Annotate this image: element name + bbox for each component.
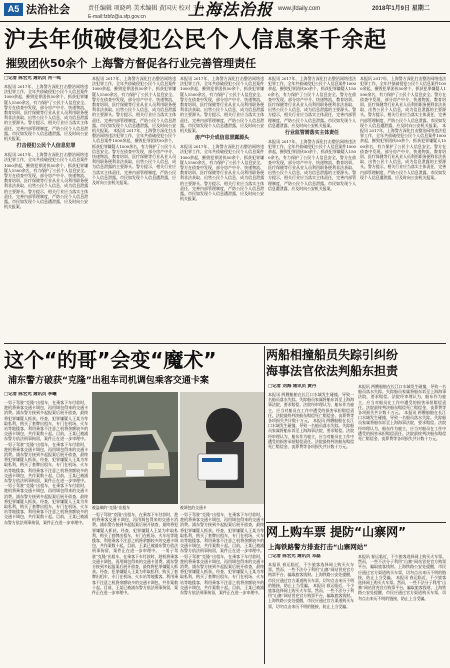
shopping-column-1: □记者 陈宏光 通讯员 邓磊 本报讯 春运临近，不少旅客选择网上购买火车票。然而，一些不法分子利用“山寨”网站冒充官方购票平台，骗取旅客钱财。上海铁路公安处提醒，市民应通过官方渠道购买车票，切勿点击来历不明的链接，防止上当受骗。 本报讯 春运临近，不少旅客选择网上购买火车票。然而，一些不法分子利用“山寨”网站冒充官方购票平台，骗取旅客钱财。上海铁路公安处提醒，市民应通过官方渠道购买车票，切勿点击来历不明的链接，防止上当受骗。	[268, 554, 354, 609]
taxi-headline: 这个“的哥”会变“魔术”	[4, 348, 217, 372]
taxi-photo-caption: 被盗刷的“克隆”出租车	[92, 505, 131, 510]
email[interactable]: E-mail:fzbfz@a.sfp.gov.cn	[88, 14, 146, 20]
issue-date: 2018年1月9日 星期二	[372, 6, 430, 12]
lead-column-4: 本报讯 2017年，上海警方深化打击整治网络违法犯罪工作，全年共侦破侵犯公民个人信息案件1000余起，摧毁犯罪团伙50余个，抓获犯罪嫌疑人1500余名，有力保护了公民个人信息安全。警方在侦查中发现，部分房产中介、快递物流、教育培训、医疗保健等行业从业人员利用职务便利非法获取、出售公民个人信息，成为信息泄露的主要源头。警方提示，相关行业应当落实主体责任，完善内部管理制度，严防公民个人信息泄露。市民如发现个人信息遭泄露，应及时向公安机关报案。 行业监管需落实主体责任 本报讯 2017年，上海警方深化打击整治网络违法犯罪工作，全年共侦破侵犯公民个人信息案件1000余起，摧毁犯罪团伙50余个，抓获犯罪嫌疑人1500余名，有力保护了公民个人信息安全。警方在侦查中发现，部分房产中介、快递物流、教育培训、医疗保健等行业从业人员利用职务便利非法获取、出售公民个人信息，成为信息泄露的主要源头。警方提示，相关行业应当落实主体责任，完善内部管理制度，严防公民个人信息泄露。市民如发现个人信息遭泄露，应及时向公安机关报案。	[268, 76, 356, 191]
ship-column-2: 本报讯 两艘船舶在长江口水域发生碰撞，导致一名船员落水失踪。失踪船员家属将船东诉至上海海事法院，要求赔偿。法院经审理认为，船东作为雇主，应当对船员在工作中遭受的损害承担赔偿责任。法院最终判决船东赔偿死亡赔偿金、丧葬费等各项损失共计数十万元。 本报讯 两艘船舶在长江口水域发生碰撞，导致一名船员落水失踪。失踪船员家属将船东诉至上海海事法院，要求赔偿。法院经审理认为，船东作为雇主，应当对船员在工作中遭受的损害承担赔偿责任。法院最终判决船东赔偿死亡赔偿金、丧葬费等各项损失共计数十万元。	[358, 384, 446, 442]
page-header	[0, 0, 450, 22]
ship-column-1: □记者 刘海 通讯员 黄丹 本报讯 两艘船舶在长江口水域发生碰撞，导致一名船员落水失踪。失踪船员家属将船东诉至上海海事法院，要求赔偿。法院经审理认为，船东作为雇主，应当对船员在工作中遭受的损害承担赔偿责任。法院最终判决船东赔偿死亡赔偿金、丧葬费等各项损失共计数十万元。 本报讯 两艘船舶在长江口水域发生碰撞，导致一名船员落水失踪。失踪船员家属将船东诉至上海海事法院，要求赔偿。法院经审理认为，船东作为雇主，应当对船员在工作中遭受的损害承担赔偿责任。法院最终判决船东赔偿死亡赔偿金、丧葬费等各项损失共计数十万元。	[268, 384, 354, 450]
section-title: 法治社会	[26, 3, 70, 16]
lead-subhead-1: 打击侵犯公民个人信息犯罪	[16, 143, 76, 150]
taxi-subheadline: 浦东警方破获“克隆”出租车司机调包乘客交通卡案	[8, 376, 209, 386]
lead-subheadline: 摧毁团伙50余个 上海警方督促各行业完善管理责任	[6, 57, 257, 70]
lead-byline: □记者 陈宏光 通讯员 肖一鸣	[4, 76, 61, 81]
taxi-photo	[92, 392, 178, 504]
lead-column-1: □记者 陈宏光 通讯员 肖一鸣 本报讯 2017年，上海警方深化打击整治网络违法犯罪工作，全年共侦破侵犯公民个人信息案件1000余起，摧毁犯罪团伙50余个，抓获犯罪嫌疑人1500余名，有力保护了公民个人信息安全。警方在侦查中发现，部分房产中介、快递物流、教育培训、医疗保健等行业从业人员利用职务便利非法获取、出售公民个人信息，成为信息泄露的主要源头。警方提示，相关行业应当落实主体责任，完善内部管理制度，严防公民个人信息泄露。市民如发现个人信息遭泄露，应及时向公安机关报案。 打击侵犯公民个人信息犯罪 本报讯 2017年，上海警方深化打击整治网络违法犯罪工作，全年共侦破侵犯公民个人信息案件1000余起，摧毁犯罪团伙50余个，抓获犯罪嫌疑人1500余名，有力保护了公民个人信息安全。警方在侦查中发现，部分房产中介、快递物流、教育培训、医疗保健等行业从业人员利用职务便利非法获取、出售公民个人信息，成为信息泄露的主要源头。警方提示，相关行业应当落实主体责任，完善内部管理制度，严防公民个人信息泄露。市民如发现个人信息遭泄露，应及时向公安机关报案。	[4, 76, 88, 210]
card-photo-caption: 被调包的交通卡	[180, 505, 207, 510]
lead-subhead-3: 行业监管需落实主体责任	[285, 130, 339, 137]
lead-subhead-2: 房产中介成信息泄露源头	[195, 135, 249, 142]
shopping-headline: 网上购车票 提防“山寨网”	[266, 525, 406, 539]
lead-column-3: 本报讯 2017年，上海警方深化打击整治网络违法犯罪工作，全年共侦破侵犯公民个人信息案件1000余起，摧毁犯罪团伙50余个，抓获犯罪嫌疑人1500余名，有力保护了公民个人信息安全。警方在侦查中发现，部分房产中介、快递物流、教育培训、医疗保健等行业从业人员利用职务便利非法获取、出售公民个人信息，成为信息泄露的主要源头。警方提示，相关行业应当落实主体责任，完善内部管理制度，严防公民个人信息泄露。市民如发现个人信息遭泄露，应及时向公安机关报案。 房产中介成信息泄露源头 本报讯 2017年，上海警方深化打击整治网络违法犯罪工作，全年共侦破侵犯公民个人信息案件1000余起，摧毁犯罪团伙50余个，抓获犯罪嫌疑人1500余名，有力保护了公民个人信息安全。警方在侦查中发现，部分房产中介、快递物流、教育培训、医疗保健等行业从业人员利用职务便利非法获取、出售公民个人信息，成为信息泄露的主要源头。警方提示，相关行业应当落实主体责任，完善内部管理制度，严防公民个人信息泄露。市民如发现个人信息遭泄露，应及时向公安机关报案。	[180, 76, 264, 202]
ship-byline: □记者 刘海 通讯员 黄丹	[268, 384, 317, 389]
page-number: A5	[4, 3, 23, 16]
shopping-byline: □记者 陈宏光 通讯员 邓磊	[268, 554, 321, 559]
taxi-column-1: □记者 陈宏光 通讯员 李曦 一男子驾驶“克隆”出租车，在乘客下车付款时，趁机将乘客交通卡调包，再用调包得来的交通卡消费。浦东警方接到多起报案后展开侦查，最终将犯罪嫌疑人抓获。经查，犯罪嫌疑人王某为牟取私利，购买了套牌出租车，专门在机场、火车站等地揽客，利用乘客不注意之机将余额较多的交通卡调包，共作案数十起。目前，王某已被浦东警方依法刑事拘留，案件正在进一步审理中。 一男子驾驶“克隆”出租车，在乘客下车付款时，趁机将乘客交通卡调包，再用调包得来的交通卡消费。浦东警方接到多起报案后展开侦查，最终将犯罪嫌疑人抓获。经查，犯罪嫌疑人王某为牟取私利，购买了套牌出租车，专门在机场、火车站等地揽客，利用乘客不注意之机将余额较多的交通卡调包，共作案数十起。目前，王某已被浦东警方依法刑事拘留，案件正在进一步审理中。 一男子驾驶“克隆”出租车，在乘客下车付款时，趁机将乘客交通卡调包，再用调包得来的交通卡消费。浦东警方接到多起报案后展开侦查，最终将犯罪嫌疑人抓获。经查，犯罪嫌疑人王某为牟取私利，购买了套牌出租车，专门在机场、火车站等地揽客，利用乘客不注意之机将余额较多的交通卡调包，共作案数十起。目前，王某已被浦东警方依法刑事拘留，案件正在进一步审理中。	[4, 392, 88, 525]
ship-headline-2: 海事法官依法判船东担责	[266, 364, 399, 378]
lead-column-5: 本报讯 2017年，上海警方深化打击整治网络违法犯罪工作，全年共侦破侵犯公民个人信息案件1000余起，摧毁犯罪团伙50余个，抓获犯罪嫌疑人1500余名，有力保护了公民个人信息安全。警方在侦查中发现，部分房产中介、快递物流、教育培训、医疗保健等行业从业人员利用职务便利非法获取、出售公民个人信息，成为信息泄露的主要源头。警方提示，相关行业应当落实主体责任，完善内部管理制度，严防公民个人信息泄露。市民如发现个人信息遭泄露，应及时向公安机关报案。 本报讯 2017年，上海警方深化打击整治网络违法犯罪工作，全年共侦破侵犯公民个人信息案件1000余起，摧毁犯罪团伙50余个，抓获犯罪嫌疑人1500余名，有力保护了公民个人信息安全。警方在侦查中发现，部分房产中介、快递物流、教育培训、医疗保健等行业从业人员利用职务便利非法获取、出售公民个人信息，成为信息泄露的主要源头。警方提示，相关行业应当落实主体责任，完善内部管理制度，严防公民个人信息泄露。市民如发现个人信息遭泄露，应及时向公安机关报案。	[360, 76, 446, 180]
website[interactable]: www.jfdaily.com	[278, 6, 321, 12]
ship-headline: 两船相撞船员失踪引纠纷	[266, 348, 399, 362]
editor-info: 责任编辑 项晓鸣 美术编辑 黄国庆 校对 王月	[88, 6, 205, 12]
lead-column-2: 本报讯 2017年，上海警方深化打击整治网络违法犯罪工作，全年共侦破侵犯公民个人信息案件1000余起，摧毁犯罪团伙50余个，抓获犯罪嫌疑人1500余名，有力保护了公民个人信息安全。警方在侦查中发现，部分房产中介、快递物流、教育培训、医疗保健等行业从业人员利用职务便利非法获取、出售公民个人信息，成为信息泄露的主要源头。警方提示，相关行业应当落实主体责任，完善内部管理制度，严防公民个人信息泄露。市民如发现个人信息遭泄露，应及时向公安机关报案。 本报讯 2017年，上海警方深化打击整治网络违法犯罪工作，全年共侦破侵犯公民个人信息案件1000余起，摧毁犯罪团伙50余个，抓获犯罪嫌疑人1500余名，有力保护了公民个人信息安全。警方在侦查中发现，部分房产中介、快递物流、教育培训、医疗保健等行业从业人员利用职务便利非法获取、出售公民个人信息，成为信息泄露的主要源头。警方提示，相关行业应当落实主体责任，完善内部管理制度，严防公民个人信息泄露。市民如发现个人信息遭泄露，应及时向公安机关报案。	[92, 76, 176, 186]
taxi-column-2: 一男子驾驶“克隆”出租车，在乘客下车付款时，趁机将乘客交通卡调包，再用调包得来的交通卡消费。浦东警方接到多起报案后展开侦查，最终将犯罪嫌疑人抓获。经查，犯罪嫌疑人王某为牟取私利，购买了套牌出租车，专门在机场、火车站等地揽客，利用乘客不注意之机将余额较多的交通卡调包，共作案数十起。目前，王某已被浦东警方依法刑事拘留，案件正在进一步审理中。 一男子驾驶“克隆”出租车，在乘客下车付款时，趁机将乘客交通卡调包，再用调包得来的交通卡消费。浦东警方接到多起报案后展开侦查，最终将犯罪嫌疑人抓获。经查，犯罪嫌疑人王某为牟取私利，购买了套牌出租车，专门在机场、火车站等地揽客，利用乘客不注意之机将余额较多的交通卡调包，共作案数十起。目前，王某已被浦东警方依法刑事拘留，案件正在进一步审理中。	[92, 512, 178, 596]
taxi-column-3: 一男子驾驶“克隆”出租车，在乘客下车付款时，趁机将乘客交通卡调包，再用调包得来的交通卡消费。浦东警方接到多起报案后展开侦查，最终将犯罪嫌疑人抓获。经查，犯罪嫌疑人王某为牟取私利，购买了套牌出租车，专门在机场、火车站等地揽客，利用乘客不注意之机将余额较多的交通卡调包，共作案数十起。目前，王某已被浦东警方依法刑事拘留，案件正在进一步审理中。 一男子驾驶“克隆”出租车，在乘客下车付款时，趁机将乘客交通卡调包，再用调包得来的交通卡消费。浦东警方接到多起报案后展开侦查，最终将犯罪嫌疑人抓获。经查，犯罪嫌疑人王某为牟取私利，购买了套牌出租车，专门在机场、火车站等地揽客，利用乘客不注意之机将余额较多的交通卡调包，共作案数十起。目前，王某已被浦东警方依法刑事拘留，案件正在进一步审理中。	[180, 512, 264, 596]
card-photo	[180, 392, 264, 504]
paper-logo: 上海法治报	[188, 0, 274, 19]
shopping-column-2: 本报讯 春运临近，不少旅客选择网上购买火车票。然而，一些不法分子利用“山寨”网站冒充官方购票平台，骗取旅客钱财。上海铁路公安处提醒，市民应通过官方渠道购买车票，切勿点击来历不明的链接，防止上当受骗。 本报讯 春运临近，不少旅客选择网上购买火车票。然而，一些不法分子利用“山寨”网站冒充官方购票平台，骗取旅客钱财。上海铁路公安处提醒，市民应通过官方渠道购买车票，切勿点击来历不明的链接，防止上当受骗。	[358, 554, 446, 601]
shopping-subheadline: 上海铁路警方排查打击“山寨网站”	[268, 543, 368, 551]
lead-headline: 沪去年侦破侵犯公民个人信息案千余起	[4, 28, 387, 53]
taxi-byline: □记者 陈宏光 通讯员 李曦	[4, 392, 57, 397]
